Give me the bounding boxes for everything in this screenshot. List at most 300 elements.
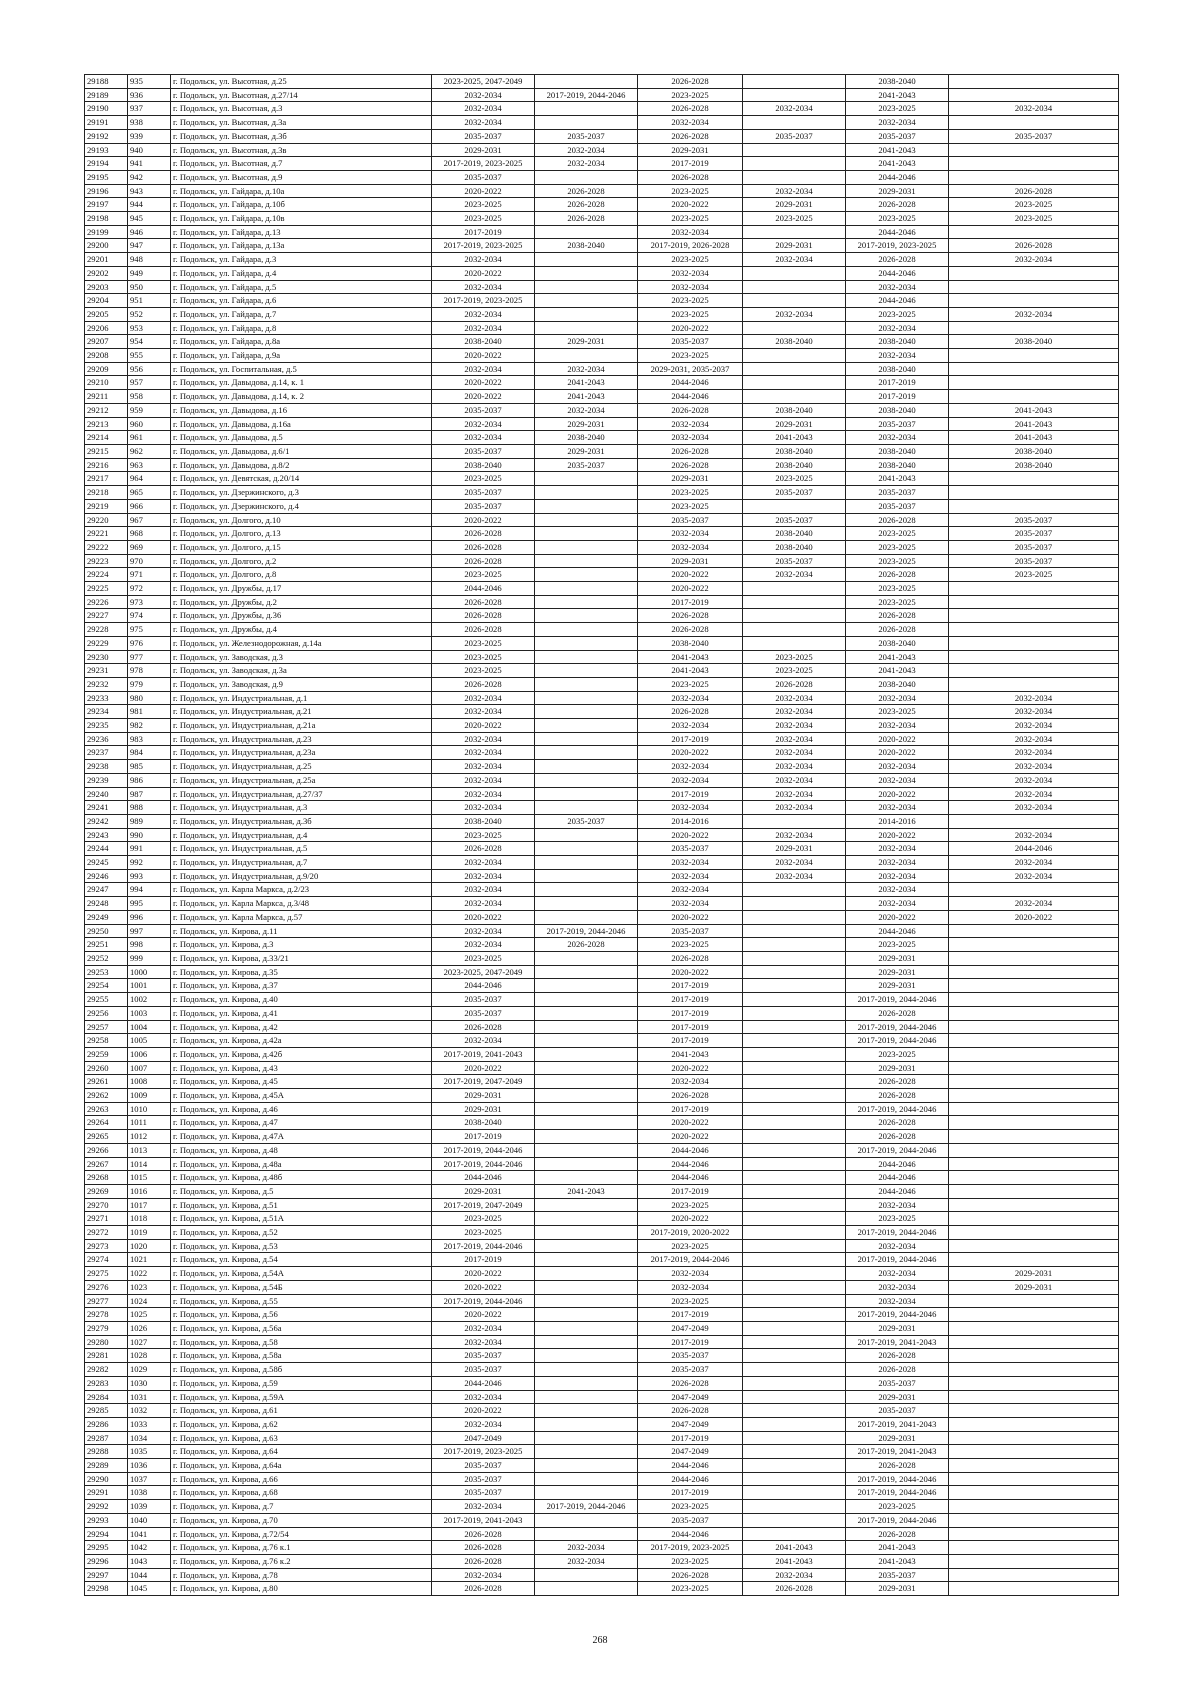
item-number-cell: 999	[128, 952, 171, 966]
period-col-6	[949, 952, 1119, 966]
period-col-5: 2041-2043	[846, 472, 949, 486]
address-cell: г. Подольск, ул. Индустриальная, д.3б	[171, 814, 432, 828]
address-cell: г. Подольск, ул. Давыдова, д.14, к. 2	[171, 390, 432, 404]
period-col-4	[743, 294, 846, 308]
period-col-6	[949, 1239, 1119, 1253]
item-number-cell: 986	[128, 773, 171, 787]
period-col-5: 2023-2025	[846, 307, 949, 321]
address-cell: г. Подольск, ул. Кирова, д.54Б	[171, 1280, 432, 1294]
table-row	[85, 239, 1119, 253]
row-id-cell: 29272	[85, 1226, 128, 1240]
table-row	[85, 1513, 1119, 1527]
period-col-1: 2026-2028	[432, 1554, 535, 1568]
address-cell: г. Подольск, ул. Давыдова, д.8/2	[171, 458, 432, 472]
period-col-1: 2032-2034	[432, 1321, 535, 1335]
row-id-cell: 29219	[85, 499, 128, 513]
period-col-2	[535, 1198, 638, 1212]
period-col-1: 2023-2025	[432, 472, 535, 486]
period-col-4: 2032-2034	[743, 253, 846, 267]
item-number-cell: 977	[128, 650, 171, 664]
period-col-5: 2026-2028	[846, 1363, 949, 1377]
period-col-2	[535, 1116, 638, 1130]
period-col-2	[535, 321, 638, 335]
table-row	[85, 760, 1119, 774]
item-number-cell: 982	[128, 719, 171, 733]
table-row	[85, 1335, 1119, 1349]
item-number-cell: 942	[128, 170, 171, 184]
row-id-cell: 29278	[85, 1308, 128, 1322]
table-row	[85, 1554, 1119, 1568]
address-cell: г. Подольск, ул. Кирова, д.62	[171, 1417, 432, 1431]
item-number-cell: 984	[128, 746, 171, 760]
table-row	[85, 554, 1119, 568]
table-row	[85, 664, 1119, 678]
period-col-4	[743, 1102, 846, 1116]
period-col-1: 2026-2028	[432, 1020, 535, 1034]
period-col-5: 2017-2019, 2044-2046	[846, 1486, 949, 1500]
period-col-2	[535, 1294, 638, 1308]
address-cell: г. Подольск, ул. Высотная, д.7	[171, 157, 432, 171]
period-col-3: 2017-2019	[638, 157, 743, 171]
row-id-cell: 29257	[85, 1020, 128, 1034]
period-col-2	[535, 280, 638, 294]
row-id-cell: 29193	[85, 143, 128, 157]
period-col-4	[743, 1226, 846, 1240]
period-col-5: 2026-2028	[846, 1349, 949, 1363]
period-col-5: 2026-2028	[846, 1089, 949, 1103]
period-col-5: 2029-2031	[846, 1390, 949, 1404]
item-number-cell: 952	[128, 307, 171, 321]
period-col-2	[535, 1226, 638, 1240]
period-col-5: 2023-2025	[846, 1500, 949, 1514]
period-col-4	[743, 1321, 846, 1335]
period-col-3: 2026-2028	[638, 1376, 743, 1390]
period-col-2	[535, 746, 638, 760]
period-col-3: 2032-2034	[638, 719, 743, 733]
item-number-cell: 994	[128, 883, 171, 897]
period-col-4	[743, 1212, 846, 1226]
table-row	[85, 910, 1119, 924]
period-col-1: 2032-2034	[432, 321, 535, 335]
period-col-1: 2032-2034	[432, 801, 535, 815]
table-row	[85, 1034, 1119, 1048]
item-number-cell: 1007	[128, 1061, 171, 1075]
item-number-cell: 985	[128, 760, 171, 774]
period-col-6: 2038-2040	[949, 444, 1119, 458]
row-id-cell: 29225	[85, 582, 128, 596]
period-col-4: 2041-2043	[743, 1541, 846, 1555]
table-row	[85, 1431, 1119, 1445]
address-cell: г. Подольск, ул. Кирова, д.40	[171, 993, 432, 1007]
period-col-4: 2023-2025	[743, 650, 846, 664]
period-col-6	[949, 1184, 1119, 1198]
period-col-2	[535, 1349, 638, 1363]
address-cell: г. Подольск, ул. Гайдара, д.3	[171, 253, 432, 267]
period-col-6: 2032-2034	[949, 102, 1119, 116]
period-col-1: 2023-2025	[432, 828, 535, 842]
period-col-3: 2023-2025	[638, 184, 743, 198]
item-number-cell: 1020	[128, 1239, 171, 1253]
period-col-5: 2035-2037	[846, 1568, 949, 1582]
period-col-6	[949, 924, 1119, 938]
period-col-4	[743, 1486, 846, 1500]
item-number-cell: 1016	[128, 1184, 171, 1198]
table-row	[85, 842, 1119, 856]
period-col-3: 2032-2034	[638, 266, 743, 280]
period-col-1: 2044-2046	[432, 1376, 535, 1390]
period-col-6	[949, 116, 1119, 130]
item-number-cell: 1026	[128, 1321, 171, 1335]
period-col-3: 2020-2022	[638, 1130, 743, 1144]
period-col-3: 2041-2043	[638, 664, 743, 678]
period-col-6	[949, 623, 1119, 637]
period-col-2: 2032-2034	[535, 157, 638, 171]
period-col-4	[743, 1431, 846, 1445]
address-cell: г. Подольск, ул. Индустриальная, д.23а	[171, 746, 432, 760]
address-cell: г. Подольск, ул. Кирова, д.35	[171, 965, 432, 979]
row-id-cell: 29243	[85, 828, 128, 842]
address-cell: г. Подольск, ул. Дружбы, д.17	[171, 582, 432, 596]
table-row	[85, 1376, 1119, 1390]
address-cell: г. Подольск, ул. Кирова, д.54А	[171, 1267, 432, 1281]
period-col-1: 2029-2031	[432, 1102, 535, 1116]
table-row	[85, 677, 1119, 691]
row-id-cell: 29266	[85, 1143, 128, 1157]
period-col-2	[535, 664, 638, 678]
table-row	[85, 1212, 1119, 1226]
period-col-1: 2032-2034	[432, 280, 535, 294]
table-row	[85, 307, 1119, 321]
period-col-5: 2020-2022	[846, 732, 949, 746]
period-col-4	[743, 1308, 846, 1322]
period-col-5: 2023-2025	[846, 938, 949, 952]
period-col-1: 2017-2019, 2044-2046	[432, 1294, 535, 1308]
item-number-cell: 1004	[128, 1020, 171, 1034]
table-row	[85, 513, 1119, 527]
address-cell: г. Подольск, ул. Кирова, д.61	[171, 1404, 432, 1418]
period-col-4: 2029-2031	[743, 198, 846, 212]
period-col-6: 2035-2037	[949, 513, 1119, 527]
address-cell: г. Подольск, ул. Кирова, д.54	[171, 1253, 432, 1267]
row-id-cell: 29202	[85, 266, 128, 280]
row-id-cell: 29274	[85, 1253, 128, 1267]
period-col-6: 2035-2037	[949, 527, 1119, 541]
period-col-6	[949, 1582, 1119, 1596]
item-number-cell: 1036	[128, 1459, 171, 1473]
table-row	[85, 1075, 1119, 1089]
table-row	[85, 1157, 1119, 1171]
row-id-cell: 29249	[85, 910, 128, 924]
item-number-cell: 939	[128, 129, 171, 143]
address-cell: г. Подольск, ул. Кирова, д.55	[171, 1294, 432, 1308]
item-number-cell: 955	[128, 349, 171, 363]
period-col-5: 2032-2034	[846, 869, 949, 883]
period-col-1: 2032-2034	[432, 362, 535, 376]
table-row	[85, 636, 1119, 650]
item-number-cell: 967	[128, 513, 171, 527]
item-number-cell: 996	[128, 910, 171, 924]
period-col-1: 2026-2028	[432, 1582, 535, 1596]
period-col-4	[743, 1527, 846, 1541]
period-col-2	[535, 1102, 638, 1116]
address-cell: г. Подольск, ул. Индустриальная, д.21а	[171, 719, 432, 733]
period-col-6	[949, 595, 1119, 609]
item-number-cell: 974	[128, 609, 171, 623]
table-row	[85, 1130, 1119, 1144]
row-id-cell: 29280	[85, 1335, 128, 1349]
period-col-1: 2044-2046	[432, 979, 535, 993]
period-col-3: 2023-2025	[638, 1554, 743, 1568]
period-col-6: 2032-2034	[949, 897, 1119, 911]
table-row	[85, 253, 1119, 267]
period-col-5: 2044-2046	[846, 1184, 949, 1198]
period-col-3: 2026-2028	[638, 1089, 743, 1103]
period-col-1: 2035-2037	[432, 129, 535, 143]
item-number-cell: 956	[128, 362, 171, 376]
period-col-6	[949, 1226, 1119, 1240]
period-col-1: 2017-2019, 2044-2046	[432, 1239, 535, 1253]
period-col-5: 2044-2046	[846, 266, 949, 280]
row-id-cell: 29239	[85, 773, 128, 787]
period-col-3: 2023-2025	[638, 1294, 743, 1308]
repair-schedule-table	[84, 74, 1119, 1596]
table-row	[85, 814, 1119, 828]
period-col-4	[743, 1390, 846, 1404]
period-col-4: 2032-2034	[743, 184, 846, 198]
address-cell: г. Подольск, ул. Индустриальная, д.25	[171, 760, 432, 774]
item-number-cell: 962	[128, 444, 171, 458]
period-col-3: 2032-2034	[638, 1280, 743, 1294]
item-number-cell: 966	[128, 499, 171, 513]
period-col-3: 2035-2037	[638, 842, 743, 856]
period-col-2: 2035-2037	[535, 129, 638, 143]
period-col-5: 2026-2028	[846, 1459, 949, 1473]
address-cell: г. Подольск, ул. Дзержинского, д.3	[171, 486, 432, 500]
period-col-4: 2032-2034	[743, 856, 846, 870]
period-col-3: 2032-2034	[638, 801, 743, 815]
period-col-4	[743, 1349, 846, 1363]
period-col-6: 2023-2025	[949, 212, 1119, 226]
address-cell: г. Подольск, ул. Кирова, д.58б	[171, 1363, 432, 1377]
period-col-5: 2020-2022	[846, 746, 949, 760]
address-cell: г. Подольск, ул. Кирова, д.11	[171, 924, 432, 938]
address-cell: г. Подольск, ул. Гайдара, д.6	[171, 294, 432, 308]
period-col-1: 2026-2028	[432, 554, 535, 568]
period-col-1: 2029-2031	[432, 1089, 535, 1103]
period-col-2	[535, 1335, 638, 1349]
period-col-5: 2032-2034	[846, 1198, 949, 1212]
period-col-4	[743, 1363, 846, 1377]
period-col-2	[535, 540, 638, 554]
period-col-4	[743, 280, 846, 294]
row-id-cell: 29223	[85, 554, 128, 568]
address-cell: г. Подольск, ул. Давыдова, д.14, к. 1	[171, 376, 432, 390]
period-col-5: 2032-2034	[846, 1280, 949, 1294]
period-col-1: 2032-2034	[432, 746, 535, 760]
period-col-4: 2032-2034	[743, 746, 846, 760]
period-col-5: 2032-2034	[846, 691, 949, 705]
period-col-3: 2023-2025	[638, 486, 743, 500]
period-col-2	[535, 499, 638, 513]
period-col-5: 2017-2019, 2044-2046	[846, 1226, 949, 1240]
period-col-1: 2032-2034	[432, 705, 535, 719]
table-row	[85, 1102, 1119, 1116]
address-cell: г. Подольск, ул. Долгого, д.8	[171, 568, 432, 582]
period-col-5: 2032-2034	[846, 883, 949, 897]
row-id-cell: 29297	[85, 1568, 128, 1582]
address-cell: г. Подольск, ул. Кирова, д.48а	[171, 1157, 432, 1171]
period-col-3: 2035-2037	[638, 335, 743, 349]
period-col-3: 2017-2019	[638, 979, 743, 993]
period-col-3: 2020-2022	[638, 828, 743, 842]
address-cell: г. Подольск, ул. Индустриальная, д.27/37	[171, 787, 432, 801]
period-col-3: 2017-2019	[638, 1184, 743, 1198]
row-id-cell: 29260	[85, 1061, 128, 1075]
period-col-3: 2017-2019	[638, 1034, 743, 1048]
period-col-1: 2035-2037	[432, 170, 535, 184]
row-id-cell: 29279	[85, 1321, 128, 1335]
row-id-cell: 29291	[85, 1486, 128, 1500]
period-col-6	[949, 1321, 1119, 1335]
period-col-3: 2032-2034	[638, 116, 743, 130]
address-cell: г. Подольск, ул. Гайдара, д.8а	[171, 335, 432, 349]
period-col-4	[743, 814, 846, 828]
period-col-2: 2026-2028	[535, 938, 638, 952]
period-col-1: 2032-2034	[432, 1568, 535, 1582]
address-cell: г. Подольск, ул. Кирова, д.47	[171, 1116, 432, 1130]
address-cell: г. Подольск, ул. Кирова, д.5	[171, 1184, 432, 1198]
period-col-6	[949, 1102, 1119, 1116]
period-col-1: 2032-2034	[432, 1335, 535, 1349]
period-col-3: 2017-2019	[638, 732, 743, 746]
period-col-4	[743, 266, 846, 280]
period-col-2: 2029-2031	[535, 417, 638, 431]
period-col-3: 2023-2025	[638, 212, 743, 226]
period-col-4: 2035-2037	[743, 129, 846, 143]
table-row	[85, 732, 1119, 746]
table-row	[85, 102, 1119, 116]
period-col-3: 2032-2034	[638, 883, 743, 897]
period-col-2	[535, 1034, 638, 1048]
row-id-cell: 29242	[85, 814, 128, 828]
item-number-cell: 1032	[128, 1404, 171, 1418]
address-cell: г. Подольск, ул. Высотная, д.3б	[171, 129, 432, 143]
address-cell: г. Подольск, ул. Гайдара, д.7	[171, 307, 432, 321]
period-col-6	[949, 1363, 1119, 1377]
item-number-cell: 1037	[128, 1472, 171, 1486]
period-col-6	[949, 664, 1119, 678]
period-col-5: 2026-2028	[846, 623, 949, 637]
period-col-6: 2029-2031	[949, 1280, 1119, 1294]
item-number-cell: 1017	[128, 1198, 171, 1212]
period-col-1: 2032-2034	[432, 253, 535, 267]
table-row	[85, 746, 1119, 760]
period-col-2	[535, 1582, 638, 1596]
item-number-cell: 1002	[128, 993, 171, 1007]
period-col-3: 2020-2022	[638, 746, 743, 760]
period-col-3: 2017-2019	[638, 1431, 743, 1445]
period-col-3: 2044-2046	[638, 1459, 743, 1473]
item-number-cell: 965	[128, 486, 171, 500]
address-cell: г. Подольск, ул. Долгого, д.15	[171, 540, 432, 554]
table-row	[85, 1541, 1119, 1555]
period-col-6	[949, 1349, 1119, 1363]
period-col-1: 2023-2025	[432, 1226, 535, 1240]
item-number-cell: 959	[128, 403, 171, 417]
row-id-cell: 29240	[85, 787, 128, 801]
period-col-6	[949, 1568, 1119, 1582]
period-col-1: 2035-2037	[432, 993, 535, 1007]
period-col-6: 2041-2043	[949, 403, 1119, 417]
period-col-5: 2017-2019, 2044-2046	[846, 993, 949, 1007]
period-col-6	[949, 294, 1119, 308]
item-number-cell: 979	[128, 677, 171, 691]
item-number-cell: 957	[128, 376, 171, 390]
item-number-cell: 969	[128, 540, 171, 554]
row-id-cell: 29256	[85, 1006, 128, 1020]
period-col-4	[743, 1472, 846, 1486]
item-number-cell: 938	[128, 116, 171, 130]
period-col-6: 2032-2034	[949, 787, 1119, 801]
table-row	[85, 1226, 1119, 1240]
period-col-3: 2017-2019	[638, 1335, 743, 1349]
table-row	[85, 828, 1119, 842]
period-col-3: 2017-2019	[638, 993, 743, 1007]
period-col-2	[535, 691, 638, 705]
period-col-5: 2038-2040	[846, 677, 949, 691]
address-cell: г. Подольск, ул. Кирова, д.37	[171, 979, 432, 993]
period-col-2	[535, 582, 638, 596]
period-col-3: 2032-2034	[638, 897, 743, 911]
row-id-cell: 29200	[85, 239, 128, 253]
item-number-cell: 1024	[128, 1294, 171, 1308]
period-col-6: 2032-2034	[949, 773, 1119, 787]
address-cell: г. Подольск, ул. Гайдара, д.10б	[171, 198, 432, 212]
period-col-1: 2029-2031	[432, 143, 535, 157]
period-col-2	[535, 1417, 638, 1431]
period-col-6: 2032-2034	[949, 732, 1119, 746]
item-number-cell: 975	[128, 623, 171, 637]
item-number-cell: 1034	[128, 1431, 171, 1445]
period-col-1: 2026-2028	[432, 623, 535, 637]
period-col-6	[949, 1116, 1119, 1130]
table-row	[85, 1486, 1119, 1500]
period-col-4	[743, 952, 846, 966]
period-col-2	[535, 705, 638, 719]
table-row	[85, 1020, 1119, 1034]
period-col-3: 2026-2028	[638, 170, 743, 184]
address-cell: г. Подольск, ул. Карла Маркса, д.57	[171, 910, 432, 924]
period-col-5: 2032-2034	[846, 116, 949, 130]
period-col-3: 2026-2028	[638, 1568, 743, 1582]
address-cell: г. Подольск, ул. Высотная, д.3в	[171, 143, 432, 157]
row-id-cell: 29195	[85, 170, 128, 184]
period-col-6: 2032-2034	[949, 253, 1119, 267]
period-col-2	[535, 1130, 638, 1144]
table-row	[85, 938, 1119, 952]
period-col-4: 2032-2034	[743, 102, 846, 116]
period-col-1: 2020-2022	[432, 1404, 535, 1418]
table-row	[85, 568, 1119, 582]
period-col-2	[535, 732, 638, 746]
row-id-cell: 29190	[85, 102, 128, 116]
period-col-2	[535, 856, 638, 870]
item-number-cell: 940	[128, 143, 171, 157]
period-col-3: 2032-2034	[638, 527, 743, 541]
period-col-3: 2020-2022	[638, 321, 743, 335]
address-cell: г. Подольск, ул. Гайдара, д.9а	[171, 349, 432, 363]
item-number-cell: 972	[128, 582, 171, 596]
